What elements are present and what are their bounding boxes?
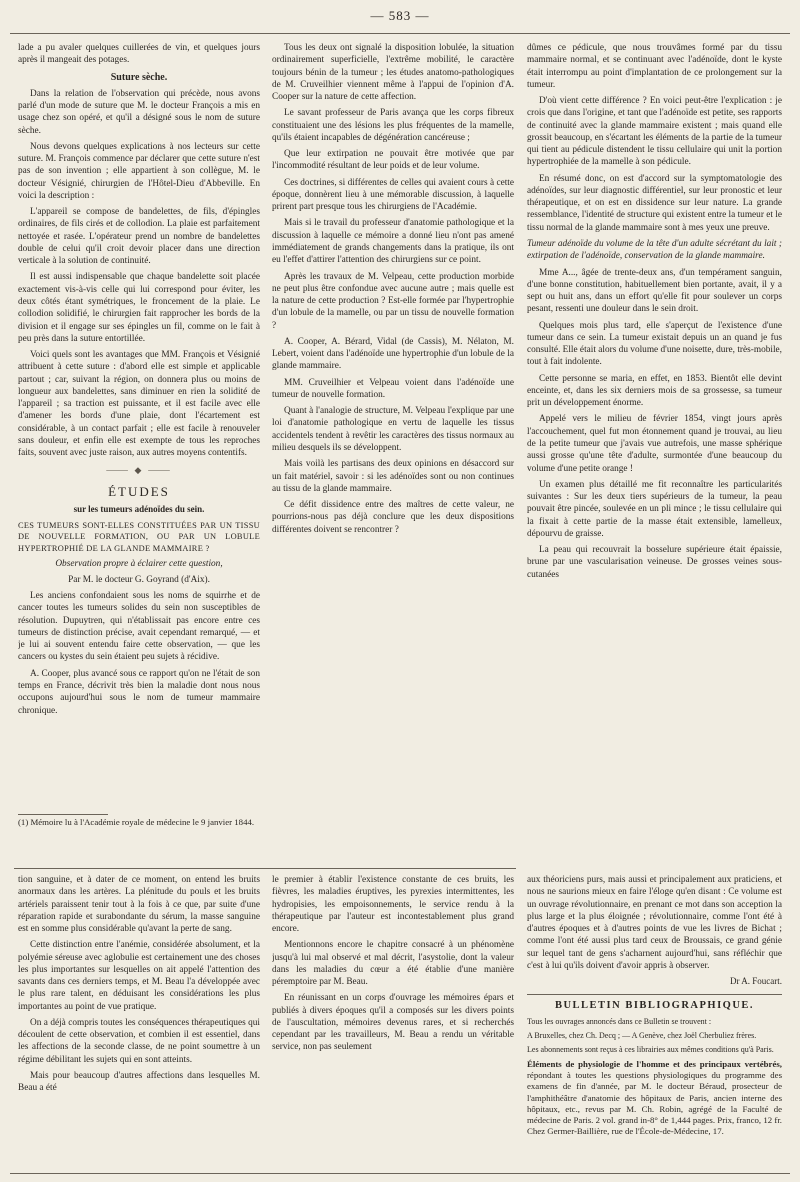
paragraph: lade a pu avaler quelques cuillerées de vin, et quelques jours après il mangeait des potages. — [18, 43, 260, 66]
bulletin-entry — [527, 1059, 782, 1138]
paragraph: Mme A..., âgée de trente-deux ans, d'un tempérament sanguin, d'une bonne constitution, habituellement bien portante, avait, il y a sept ou huit ans, dans un effort qu'elle fit pour soulever un corps pesant, ressenti une douleur dans le sein droit. — [527, 267, 782, 315]
paragraph: La peau qui recouvrait la bosselure supérieure était épaissie, brune par une vascularisation veineuse. De grosses veines sous-cutanées — [527, 545, 782, 580]
paragraph: En résumé donc, on est d'accord sur la symptomatologie des adénoïdes, sur leur diagnostic différentiel, sur leur pronostic et leur thérapeutique, et on est en dissidence sur leur nature. La grande ressemblance, l'identité de structure qui existent entre la tumeur et le tissu normal de la glande mammaire sont à mes yeux une preuve. — [527, 173, 782, 233]
paragraph: Cette personne se maria, en effet, en 1853. Bientôt elle devint enceinte, et, dans les six derniers mois de sa grossesse, sa tumeur prit un développement énorme. — [527, 373, 782, 409]
paragraph: Un examen plus détaillé me fit reconnaître les particularités suivantes : Sur les deux tiers supérieurs de la tumeur, la peau pouvait être pincée, soulevée en un pli mince ; le tissu cellulaire qui la fixait à cette partie de la masse était extensible, lamelleux, dépourvu de graisse. — [527, 479, 782, 539]
paragraph: aux théoriciens purs, mais aussi et principalement aux praticiens, et nous ne saurions mieux en faire l'éloge qu'en disant : Ce volume est un ouvrage révolutionnaire, en prenant ce mot dans son acception la plus large et la plus éloignée ; révolutionnaire, comme l'ont été à d'autres époques et à d'autres points de vue les livres de Bichat ; comme l'ont été aussi plus tard ceux de Broussais, ce grand génie sur lequel tant de gens s'acharnent aujourd'hui, sans réfléchir que c'est à lui qu'ils doivent d'avoir appris à observer. — [527, 875, 782, 971]
paragraph: On a déjà compris toutes les conséquences thérapeutiques qui découlent de cette observation, et combien il est essentiel, dans les affections de la seconde classe, de ne point soumettre à un régime débilitant les sujets qui en sont atteints. — [18, 1017, 260, 1065]
footnote-rule — [18, 814, 108, 815]
bulletin-title: BULLETIN BIBLIOGRAPHIQUE. — [554, 1000, 755, 1011]
paragraph: Appelé vers le milieu de février 1854, vingt jours après l'accouchement, quel fut mon étonnement quand je trouvai, au lieu de la petite tumeur que j'avais vue autrefois, une masse sphérique aussi grosse qu'une tête d'adulte, surmontée d'une beaucoup du volume d'une petite orange ! — [527, 414, 782, 474]
bulletin-note: Tous les ouvrages annoncés dans ce Bulletin se trouvent : — [527, 1016, 712, 1026]
column-5 — [272, 874, 514, 1170]
article-title: ÉTUDES — [108, 484, 170, 500]
footnote: (1) Mémoire lu à l'Académie royale de médecine le 9 janvier 1844. — [18, 817, 255, 827]
column-1 — [18, 42, 260, 812]
paragraph: Cette distinction entre l'anémie, considérée absolument, et la polyémie séreuse avec aglobulie est certainement une des choses les plus importantes sur lesquelles on ait appelé l'attention des savants dans ces derniers temps, et M. Beau l'a développée avec le plus rare talent, en déduisant les considérations les plus importantes au point de vue pratique. — [18, 940, 260, 1012]
paragraph: MM. Cruveilhier et Velpeau voient dans l'adénoïde une tumeur de nouvelle formation. — [272, 377, 514, 400]
article-italic-note: Observation propre à éclairer cette question, — [55, 558, 223, 569]
footer-rule — [10, 1173, 790, 1174]
signature: Dr A. Foucart. — [730, 976, 782, 987]
case-title: Tumeur adénoïde du volume de la tête d'un adulte sécrétant du lait ; extirpation de l'adénoïde, conservation de la glande mammaire. — [527, 238, 782, 262]
paragraph: Le savant professeur de Paris avança que les corps fibreux constituaient une des lésions les plus fréquentes de la mamelle, qu'ils étaient incapables de dégénération cancéreuse ; — [272, 108, 514, 143]
paragraph: Mais si le travail du professeur d'anatomie pathologique et la discussion à laquelle ce mémoire a donné lieu n'ont pas amené immédiatement de grands changements dans la pratique, ils ont eu l'effet d'attirer l'attention des chirurgiens sur ce point. — [272, 218, 514, 266]
header-rule — [10, 33, 790, 34]
paragraph: Quelques mois plus tard, elle s'aperçut de l'existence d'une tumeur dans ce sein. La tumeur existait depuis un an quand je fus consulté. Elle était alors du volume d'une noisette, dure, très-mobile, tout à fait indolente. — [527, 320, 782, 368]
column-2 — [272, 42, 514, 864]
bulletin-entry-text: répondant à toutes les questions physiologiques du programme des examens de fin d'année, par M. le docteur Béraud, prosecteur de l'amphithéâtre d'anatomie des hôpitaux de Paris, ancien interne des hôpitaux, etc., revus par M. Ch. Robin, agrégé de la Faculté de médecine de Paris. 2 vol. grand in-8° de 1,444 pages. Prix, franco, 12 fr. Chez Germer-Baillière, rue de l'École-de-Médecine, 17. — [527, 1070, 782, 1137]
bulletin-rule — [527, 994, 782, 995]
paragraph: D'où vient cette différence ? En voici peut-être l'explication : je crois que dans l'origine, et tant que l'adénoïde est petite, ses rapports de continuité avec la glande mammaire existent ; mais quand elle grossit beaucoup, en s'écartant les éléments de la partie de la tumeur qui tient au pédicule distendent le tissu cellulaire qui unit la portion hypertrophiée de la mamelle à son pédicule. — [527, 96, 782, 168]
paragraph: L'appareil se compose de bandelettes, de fils, d'épingles ordinaires, de fils cirés et de collodion. La plaie est parfaitement nettoyée et rasée. L'opérateur prend un nombre de bandelettes double de celui qu'il croit devoir placer dans une direction verticale à la solution de continuité. — [18, 207, 260, 267]
article-subtitle: sur les tumeurs adénoïdes du sein. — [73, 504, 205, 515]
paragraph: Il est aussi indispensable que chaque bandelette soit placée exactement vis-à-vis celle qui lui correspond pour éviter, les deux côtés étant symétriques, le froncement de la plaie. Le collodion solidifié, le chirurgien fait rapprocher les bords de la division et il engage sur ses épingles un fil, comme on le fait à peu près dans la suture entortillée. — [18, 272, 260, 344]
bulletin-note: Les abonnements sont reçus à ces librairies aux mêmes conditions qu'à Paris. — [527, 1044, 774, 1054]
bulletin-note: A Bruxelles, chez Ch. Decq ; — A Genève, chez Joël Cherbuliez frères. — [527, 1030, 757, 1040]
page-header — [0, 0, 800, 40]
paragraph: Mais pour beaucoup d'autres affections dans lesquelles M. Beau a été — [18, 1070, 260, 1094]
paragraph: dûmes ce pédicule, que nous trouvâmes formé par du tissu mammaire normal, et se continuant avec l'adénoïde, dont le kyste était interrompu au point d'implantation de ce prolongement sur la tumeur. — [527, 43, 782, 90]
article-author: Par M. le docteur G. Goyrand (d'Aix). — [68, 574, 210, 585]
paragraph: Que leur extirpation ne pouvait être motivée que par l'incommodité résultant de leur poids et de leur volume. — [272, 149, 514, 172]
paragraph: En réunissant en un corps d'ouvrage les mémoires épars et publiés à divers époques qu'il a composés sur les divers points de l'auscultation, mémoires devenus rares, et si recherchés cependant par les travailleurs, M. Beau a rendu un véritable service, non pas seulement — [272, 993, 514, 1053]
paragraph: Mentionnons encore le chapitre consacré à un phénomène jusqu'à lui mal observé et mal décrit, l'asystolie, dont la valeur dans les maladies du cœur a été établie d'une manière péremptoire par M. Beau. — [272, 940, 514, 988]
section-divider-rule — [14, 868, 516, 869]
paragraph: tion sanguine, et à dater de ce moment, on entend les bruits anormaux dans les artères. La plénitude du pouls et les bruits artériels paraissent tenir tout à la fois à ce que, par suite d'une réparation rapide et surabondante du sérum, la masse sanguine est en somme plus considérable qu'avant la perte de sang. — [18, 875, 260, 935]
paragraph: A. Cooper, plus avancé sous ce rapport qu'on ne l'était de son temps en France, décrivit très bien la maladie dont nous nous occupons aujourd'hui sous le nom de tumeur mammaire chronique. — [18, 668, 260, 716]
paragraph: Voici quels sont les avantages que MM. François et Vésignié attribuent à cette suture : d'abord elle est simple et applicable partout ; car, suivant la région, on donnera plus ou moins de longueur aux bandelettes, sans diminuer en rien la solidité de l'appareil ; sa traction est puissante, et il est facile avec elle d'amener les bords d'une plaie, dont l'écartement est considérable, à un contact parfait ; elle est facile à renouveler sans douleur, et enfin elle est exempte de tous les reproches faits, souvent avec juste raison, aux autres moyens contentifs. — [18, 350, 260, 459]
column-3 — [527, 42, 782, 864]
paragraph: Tous les deux ont signalé la disposition lobulée, la situation ordinairement superficielle, l'extrême mobilité, le caractère toujours bénin de la tumeur ; les études anatomo-pathologiques de M. Cruveilhier viennent même à l'appui de l'opinion d'A. Cooper sur la nature de cette affection. — [272, 43, 514, 103]
paragraph: Dans la relation de l'observation qui précède, nous avons parlé d'un mode de suture que M. le docteur François a mis en usage chez son opéré, et qu'il a désigné sous le nom de suture sèche. — [18, 88, 260, 136]
ornament-divider: ⸻ ◆ ⸻ — [105, 465, 173, 476]
paragraph: Ce défit dissidence entre des maîtres de cette valeur, ne pourrions-nous pas déjà conclure que les deux dispositions différentes doivent se rencontrer ? — [272, 500, 514, 535]
paragraph: Quant à l'analogie de structure, M. Velpeau l'explique par une loi d'anatomie pathologique en vertu de laquelle les tissus accidentels tendent à revêtir les caractères des tissus normaux au milieu desquels ils se développent. — [272, 406, 514, 453]
paragraph: le premier à établir l'existence constante de ces bruits, les fièvres, les maladies éruptives, les pyrexies intermittentes, les hydropisies, les empoisonnements, le service rendu à la thérapeutique par l'auteur est incontestablement plus grand encore. — [272, 875, 514, 935]
article-question: CES TUMEURS SONT-ELLES CONSTITUÉES PAR UN TISSU DE NOUVELLE FORMATION, OU PAR UN LOBULE HYPERTROPHIÉ DE LA GLANDE MAMMAIRE ? — [18, 521, 260, 553]
bulletin-entry-title: Éléments de physiologie de l'homme et des principaux vertébrés, — [527, 1058, 782, 1069]
paragraph: Mais voilà les partisans des deux opinions en désaccord sur un fait matériel, savoir : si les adénoïdes sont ou non continues au tissu de la glande mammaire. — [272, 459, 514, 494]
paragraph: Nous devons quelques explications à nos lecteurs sur cette suture. M. François commence par déclarer que cette suture n'est pas de son invention ; elle appartient à son collègue, M. le docteur Vésignié, chirurgien de l'Hôtel-Dieu d'Abbeville. En voici la description : — [18, 141, 260, 201]
paragraph: Après les travaux de M. Velpeau, cette production morbide ne peut plus être confondue avec aucune autre ; mais quelle est la nature de cette production ? Est-elle formée par l'hypertrophie d'un lobule de la mamelle, ou par un tissu de nouvelle formation ? — [272, 271, 514, 331]
paragraph: Ces doctrines, si différentes de celles qui avaient cours à cette époque, donnèrent lieu à une mémorable discussion, à laquelle prirent part presque tous les chirurgiens de l'Académie. — [272, 177, 514, 213]
paragraph: A. Cooper, A. Bérard, Vidal (de Cassis), M. Nélaton, M. Lebert, voient dans l'adénoïde une hypertrophie d'un lobule de la glande mammaire. — [272, 336, 514, 372]
page-number: — 583 — — [370, 8, 430, 23]
paragraph: Les anciens confondaient sous les noms de squirrhe et de cancer toutes les tumeurs solides du sein non susceptibles de résolution. Dupuytren, qui n'établissait pas encore entre ces tumeurs de distinction précise, avait cependant remarqué, — et je lui ai souvent entendu faire cette observation, — que les cancers ou kystes du sein étaient peu sujets à récidive. — [18, 591, 260, 663]
column-4 — [18, 874, 260, 1170]
column-6 — [527, 874, 782, 1170]
section-title-suture: Suture sèche. — [110, 71, 168, 83]
